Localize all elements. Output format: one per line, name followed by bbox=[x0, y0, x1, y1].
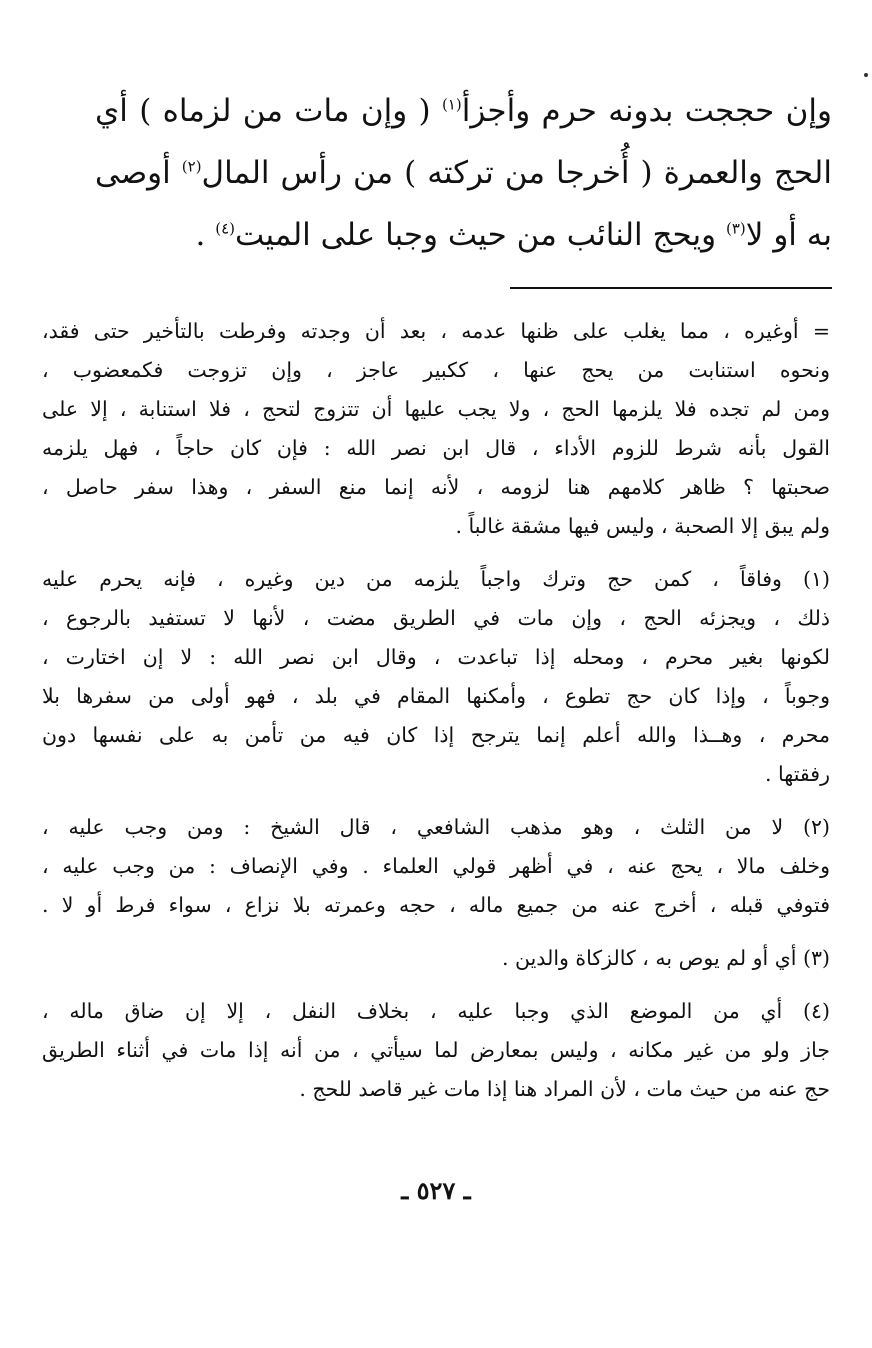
main-line: الحج والعمرة ( أُخرجا من تركته ) من رأس المال$^{(٢)}$ أوصى bbox=[95, 155, 832, 191]
footnote-ref: (٤) bbox=[215, 219, 235, 238]
footnote-line: القول بأنه شرط للزوم الأداء ، قال ابن نصر الله : فإن كان حاجاً ، فهل يلزمه bbox=[42, 436, 830, 460]
footnote-continuation bbox=[42, 312, 830, 546]
footnote-line: (٤) أي من الموضع الذي وجبا عليه ، بخلاف النفل ، إلا إن ضاق ماله ، bbox=[42, 999, 830, 1023]
footnote-ref: (١) bbox=[441, 95, 462, 114]
footnote-line: رفقتها . bbox=[765, 762, 830, 786]
footnote-line: ذلك ، ويجزئه الحج ، وإن مات في الطريق مضت ، لأنها لا تستفيد بالرجوع ، bbox=[42, 606, 830, 630]
footnote-separator bbox=[510, 287, 832, 289]
page-number: ـ ٥٢٧ ـ bbox=[401, 1176, 471, 1205]
main-line: وإن حججت بدونه حرم وأجزأ$^{(١)}$ ( وإن مات من لزماه ) أي bbox=[95, 93, 833, 129]
main-line: به أو لا$^{(٣)}$ ويحج النائب من حيث وجبا على الميت$^{(٤)}$ . bbox=[195, 217, 832, 253]
footnote-line: وخلف مالا ، يحج عنه ، في أظهر قولي العلماء . وفي الإنصاف : من وجب عليه ، bbox=[42, 854, 830, 878]
footnote-line: وجوباً ، وإذا كان حج تطوع ، وأمكنها المقام في بلد ، فهو أولى من سفرها بلا bbox=[42, 684, 830, 708]
footnote-line: محرم ، وهــذا والله أعلم إنما يترجح إذا كان فيه من تأمن به على نفسها دون bbox=[42, 723, 830, 747]
footnotes bbox=[42, 312, 830, 1123]
footnote-line: حج عنه من حيث مات ، لأن المراد هنا إذا مات غير قاصد للحج . bbox=[299, 1077, 830, 1101]
footnote-line: ولم يبق إلا الصحبة ، وليس فيها مشقة غالباً . bbox=[455, 514, 830, 538]
footnote-line: صحبتها ؟ ظاهر كلامهم هنا لزومه ، لأنه إنما منع السفر ، وهذا سفر حاصل ، bbox=[42, 475, 830, 499]
footnote-line: لكونها بغير محرم ، ومحله إذا تباعدت ، وقال ابن نصر الله : لا إن اختارت ، bbox=[42, 645, 830, 669]
footnote-line: ونحوه استنابت من يحج عنها ، ككبير عاجز ، وإن تزوجت فكمعضوب ، bbox=[42, 358, 830, 382]
margin-mark bbox=[864, 73, 868, 77]
footnote-line: فتوفي قبله ، أخرج عنه من جميع ماله ، حجه وعمرته بلا نزاع ، سواء فرط أو لا . bbox=[42, 893, 830, 917]
footnote-line: (٢) لا من الثلث ، وهو مذهب الشافعي ، قال الشيخ : ومن وجب عليه ، bbox=[42, 815, 830, 839]
footnote-line: ومن لم تجده فلا يلزمها الحج ، ولا يجب عليها أن تتزوج لتحج ، فلا استنابة ، إلا على bbox=[42, 397, 830, 421]
main-text bbox=[95, 80, 832, 266]
footnote-line: (٣) أي أو لم يوص به ، كالزكاة والدين . bbox=[501, 946, 830, 970]
footnote-line: = أوغيره ، مما يغلب على ظنها عدمه ، بعد أن وجدته وفرطت بالتأخير حتى فقد، bbox=[42, 319, 830, 343]
footnote-2 bbox=[42, 808, 830, 925]
footnote-line: جاز ولو من غير مكانه ، وليس بمعارض لما سيأتي ، من أنه إذا مات في أثناء الطريق bbox=[42, 1038, 830, 1062]
footnote-1 bbox=[42, 560, 830, 794]
footnote-line: (١) وفاقاً ، كمن حج وترك واجباً يلزمه من دين وغيره ، فإنه يحرم عليه bbox=[42, 567, 830, 591]
footnote-ref: (٣) bbox=[726, 219, 746, 238]
footnote-ref: (٢) bbox=[181, 157, 202, 176]
footnote-3 bbox=[42, 939, 830, 978]
footnote-4 bbox=[42, 992, 830, 1109]
